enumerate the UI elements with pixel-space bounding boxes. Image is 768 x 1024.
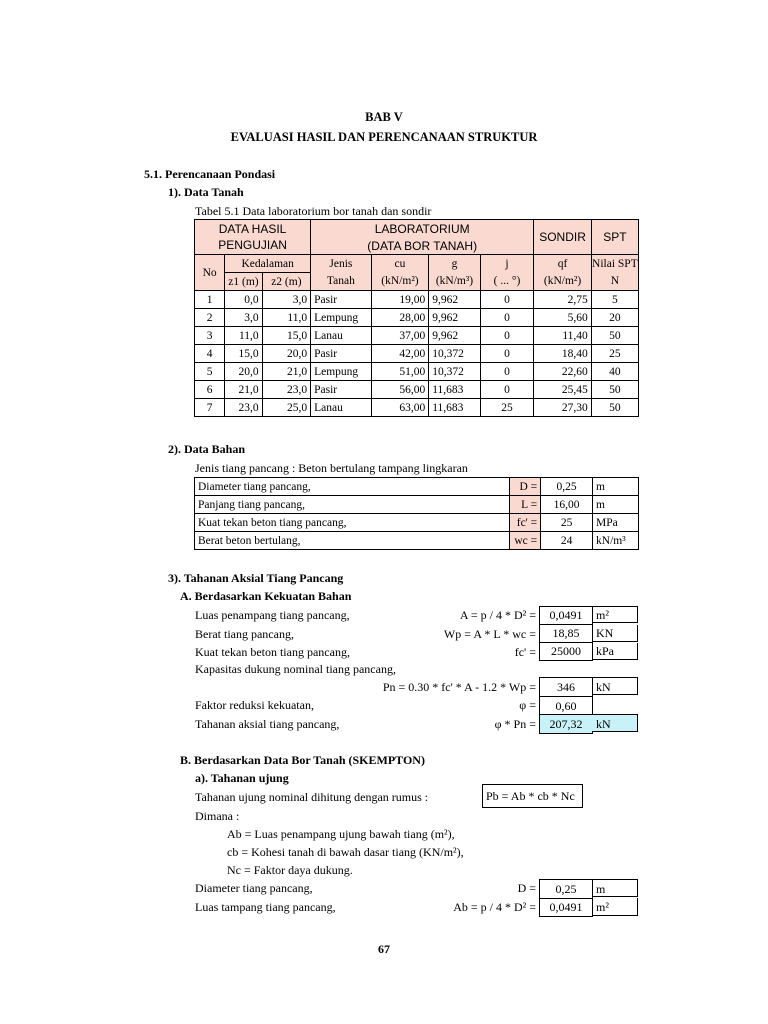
table-cell: 21,0 (262, 363, 310, 381)
ujung-value: 0,0491 (539, 898, 593, 917)
header-n: N (591, 273, 638, 291)
table-cell: 22,60 (534, 363, 592, 381)
subsection-kekuatan-bahan: A. Berdasarkan Kekuatan Bahan (180, 589, 352, 603)
tahanan-label: Tahanan aksial tiang pancang, (195, 717, 340, 731)
bahan-row (195, 532, 639, 550)
table-cell: 23,0 (262, 381, 310, 399)
ujung-unit: m² (592, 898, 638, 916)
bahan-sym: fc' = (510, 514, 541, 532)
header-z1: z1 (m) (225, 273, 262, 291)
table-cell: Pasir (311, 345, 372, 363)
kapasitas-label: Kapasitas dukung nominal tiang pancang, (195, 662, 396, 676)
table-cell: 3,0 (262, 291, 310, 309)
table-cell: 20,0 (262, 345, 310, 363)
tahanan-unit: kN (592, 714, 638, 732)
table-cell: 25 (591, 345, 638, 363)
table-cell: 4 (195, 345, 225, 363)
table-cell: Pasir (311, 381, 372, 399)
ujung-formula: Ab = p / 4 * D² = (453, 900, 536, 914)
bahan-unit: MPa (593, 514, 639, 532)
kekuatan-formula: Wp = A * L * wc = (443, 627, 536, 641)
header-jenis: Jenis (311, 255, 372, 273)
table-cell: 9,962 (429, 309, 481, 327)
kekuatan-unit: kPa (592, 643, 638, 660)
ujung-label: Diameter tiang pancang, (195, 881, 313, 895)
faktor-label: Faktor reduksi kekuatan, (195, 698, 314, 712)
table-cell: 9,962 (429, 327, 481, 345)
table-cell: 18,40 (534, 345, 592, 363)
kekuatan-value: 18,85 (539, 625, 593, 643)
subsection-tahanan-aksial: 3). Tahanan Aksial Tiang Pancang (168, 571, 344, 585)
subsection-tahanan-ujung: a). Tahanan ujung (195, 771, 289, 785)
bahan-row (195, 478, 639, 496)
table-cell: 0 (480, 291, 534, 309)
header-qf: qf (534, 255, 592, 273)
table-cell: 5,60 (534, 309, 592, 327)
table-cell: 23,0 (225, 399, 262, 417)
section-heading: 5.1. Perencanaan Pondasi (144, 167, 276, 181)
kekuatan-formula: A = p / 4 * D² = (459, 608, 536, 622)
header-cu: cu (371, 255, 429, 273)
table-cell: 25 (480, 399, 534, 417)
table-cell: 51,00 (371, 363, 429, 381)
table-cell: 50 (591, 327, 638, 345)
ujung-formula-box: Pb = Ab * cb * Nc (482, 784, 583, 808)
table-cell: 11,683 (429, 381, 481, 399)
header-g-unit: (kN/m³) (429, 273, 481, 291)
jenis-tiang-pancang: Jenis tiang pancang : Beton bertulang tampang lingkaran (195, 461, 468, 475)
table-cell: 11,0 (262, 309, 310, 327)
bahan-label: Diameter tiang pancang, (195, 478, 510, 496)
table-cell: 25,45 (534, 381, 592, 399)
table-cell: 20,0 (225, 363, 262, 381)
kekuatan-unit: m² (592, 606, 638, 623)
header-data-hasil: DATA HASIL PENGUJIAN (195, 220, 311, 255)
kekuatan-label: Kuat tekan beton tiang pancang, (195, 645, 350, 659)
subsection-skempton: B. Berdasarkan Data Bor Tanah (SKEMPTON) (180, 753, 425, 767)
soil-data-table (194, 219, 639, 417)
tahanan-value: 207,32 (539, 714, 593, 734)
table-row (195, 327, 639, 345)
dimana-label: Dimana : (195, 809, 240, 823)
kekuatan-value: 0,0491 (539, 606, 593, 625)
header-z2: z2 (m) (262, 273, 310, 291)
table-cell: 2,75 (534, 291, 592, 309)
bahan-unit: m (593, 478, 639, 496)
faktor-value: 0,60 (539, 696, 593, 716)
table-cell: 1 (195, 291, 225, 309)
table-cell: 5 (591, 291, 638, 309)
table-cell: 11,40 (534, 327, 592, 345)
table-cell: 11,0 (225, 327, 262, 345)
table-cell: 20 (591, 309, 638, 327)
table-cell: 10,372 (429, 363, 481, 381)
table-cell: Lempung (311, 363, 372, 381)
table-cell: Pasir (311, 291, 372, 309)
bahan-unit: kN/m³ (593, 532, 639, 550)
bahan-sym: D = (510, 478, 541, 496)
header-laboratorium: LABORATORIUM (311, 220, 534, 238)
table-cell: Lanau (311, 399, 372, 417)
bahan-label: Panjang tiang pancang, (195, 496, 510, 514)
definition-cb: cb = Kohesi tanah di bawah dasar tiang (KN/m²), (227, 845, 464, 859)
header-kedalaman: Kedalaman (225, 255, 311, 273)
table-cell: 28,00 (371, 309, 429, 327)
table-cell: 0 (480, 309, 534, 327)
table-cell: 19,00 (371, 291, 429, 309)
bahan-val: 24 (541, 532, 593, 550)
page-number: 67 (378, 942, 390, 956)
bahan-table (194, 477, 639, 550)
table-cell: 50 (591, 381, 638, 399)
table-cell: 11,683 (429, 399, 481, 417)
table-cell: 42,00 (371, 345, 429, 363)
table-row (195, 399, 639, 417)
header-j-unit: ( ... °) (480, 273, 534, 291)
header-g: g (429, 255, 481, 273)
table-cell: 40 (591, 363, 638, 381)
definition-ab: Ab = Luas penampang ujung bawah tiang (m²), (227, 827, 455, 841)
kekuatan-label: Berat tiang pancang, (195, 627, 294, 641)
bahan-row (195, 514, 639, 532)
table-cell: 15,0 (225, 345, 262, 363)
table-cell: 3,0 (225, 309, 262, 327)
table-cell: 37,00 (371, 327, 429, 345)
table-cell: 5 (195, 363, 225, 381)
table-cell: 2 (195, 309, 225, 327)
table-row (195, 309, 639, 327)
table-cell: 27,30 (534, 399, 592, 417)
table-cell: 0 (480, 327, 534, 345)
table-cell: 0,0 (225, 291, 262, 309)
table-cell: 0 (480, 363, 534, 381)
ujung-value: 0,25 (539, 879, 593, 899)
kekuatan-formula: fc' = (514, 645, 536, 659)
pn-value: 346 (539, 677, 593, 697)
header-sondir: SONDIR (534, 220, 592, 255)
pn-formula: Pn = 0.30 * fc' * A - 1.2 * Wp = (382, 680, 536, 694)
pn-unit: kN (592, 677, 638, 695)
ujung-unit: m (592, 879, 638, 897)
bahan-val: 25 (541, 514, 593, 532)
table-cell: 6 (195, 381, 225, 399)
ujung-label: Luas tampang tiang pancang, (195, 900, 336, 914)
header-qf-unit: (kN/m²) (534, 273, 592, 291)
chapter-title: EVALUASI HASIL DAN PERENCANAAN STRUKTUR (230, 130, 538, 144)
bahan-label: Kuat tekan beton tiang pancang, (195, 514, 510, 532)
table-row (195, 381, 639, 399)
header-cu-unit: (kN/m²) (371, 273, 429, 291)
table-cell: Lanau (311, 327, 372, 345)
subsection-data-tanah: 1). Data Tanah (168, 185, 244, 199)
bahan-unit: m (593, 496, 639, 514)
bahan-row (195, 496, 639, 514)
table-cell: 25,0 (262, 399, 310, 417)
header-nilai-spt: Nilai SPT (591, 255, 638, 273)
header-data-bor-tanah: (DATA BOR TANAH) (311, 237, 534, 255)
table-cell: 7 (195, 399, 225, 417)
table-cell: 9,962 (429, 291, 481, 309)
header-j: j (480, 255, 534, 273)
subsection-data-bahan: 2). Data Bahan (168, 442, 246, 456)
table-cell: 21,0 (225, 381, 262, 399)
bahan-label: Berat beton bertulang, (195, 532, 510, 550)
ujung-formula: D = (517, 881, 536, 895)
header-tanah: Tanah (311, 273, 372, 291)
bahan-val: 0,25 (541, 478, 593, 496)
bahan-sym: wc = (510, 532, 541, 550)
tahanan-formula: φ * Pn = (494, 717, 536, 731)
table-cell: 56,00 (371, 381, 429, 399)
table-row (195, 345, 639, 363)
table-cell: 63,00 (371, 399, 429, 417)
table-row (195, 291, 639, 309)
ujung-text: Tahanan ujung nominal dihitung dengan rumus : (195, 790, 429, 804)
chapter-number: BAB V (365, 110, 403, 124)
kekuatan-value: 25000 (539, 643, 593, 661)
header-no: No (195, 255, 225, 291)
definition-nc: Nc = Faktor daya dukung. (227, 863, 353, 877)
table-cell: Lempung (311, 309, 372, 327)
table-cell: 3 (195, 327, 225, 345)
table-cell: 0 (480, 381, 534, 399)
table-cell: 0 (480, 345, 534, 363)
table-cell: 10,372 (429, 345, 481, 363)
header-spt: SPT (591, 220, 638, 255)
bahan-sym: L = (510, 496, 541, 514)
table-cell: 50 (591, 399, 638, 417)
table-cell: 15,0 (262, 327, 310, 345)
kekuatan-label: Luas penampang tiang pancang, (195, 608, 350, 622)
table-row (195, 363, 639, 381)
kekuatan-unit: KN (592, 625, 638, 642)
table-caption: Tabel 5.1 Data laboratorium bor tanah dan sondir (195, 204, 432, 218)
bahan-val: 16,00 (541, 496, 593, 514)
faktor-formula: φ = (519, 698, 536, 712)
